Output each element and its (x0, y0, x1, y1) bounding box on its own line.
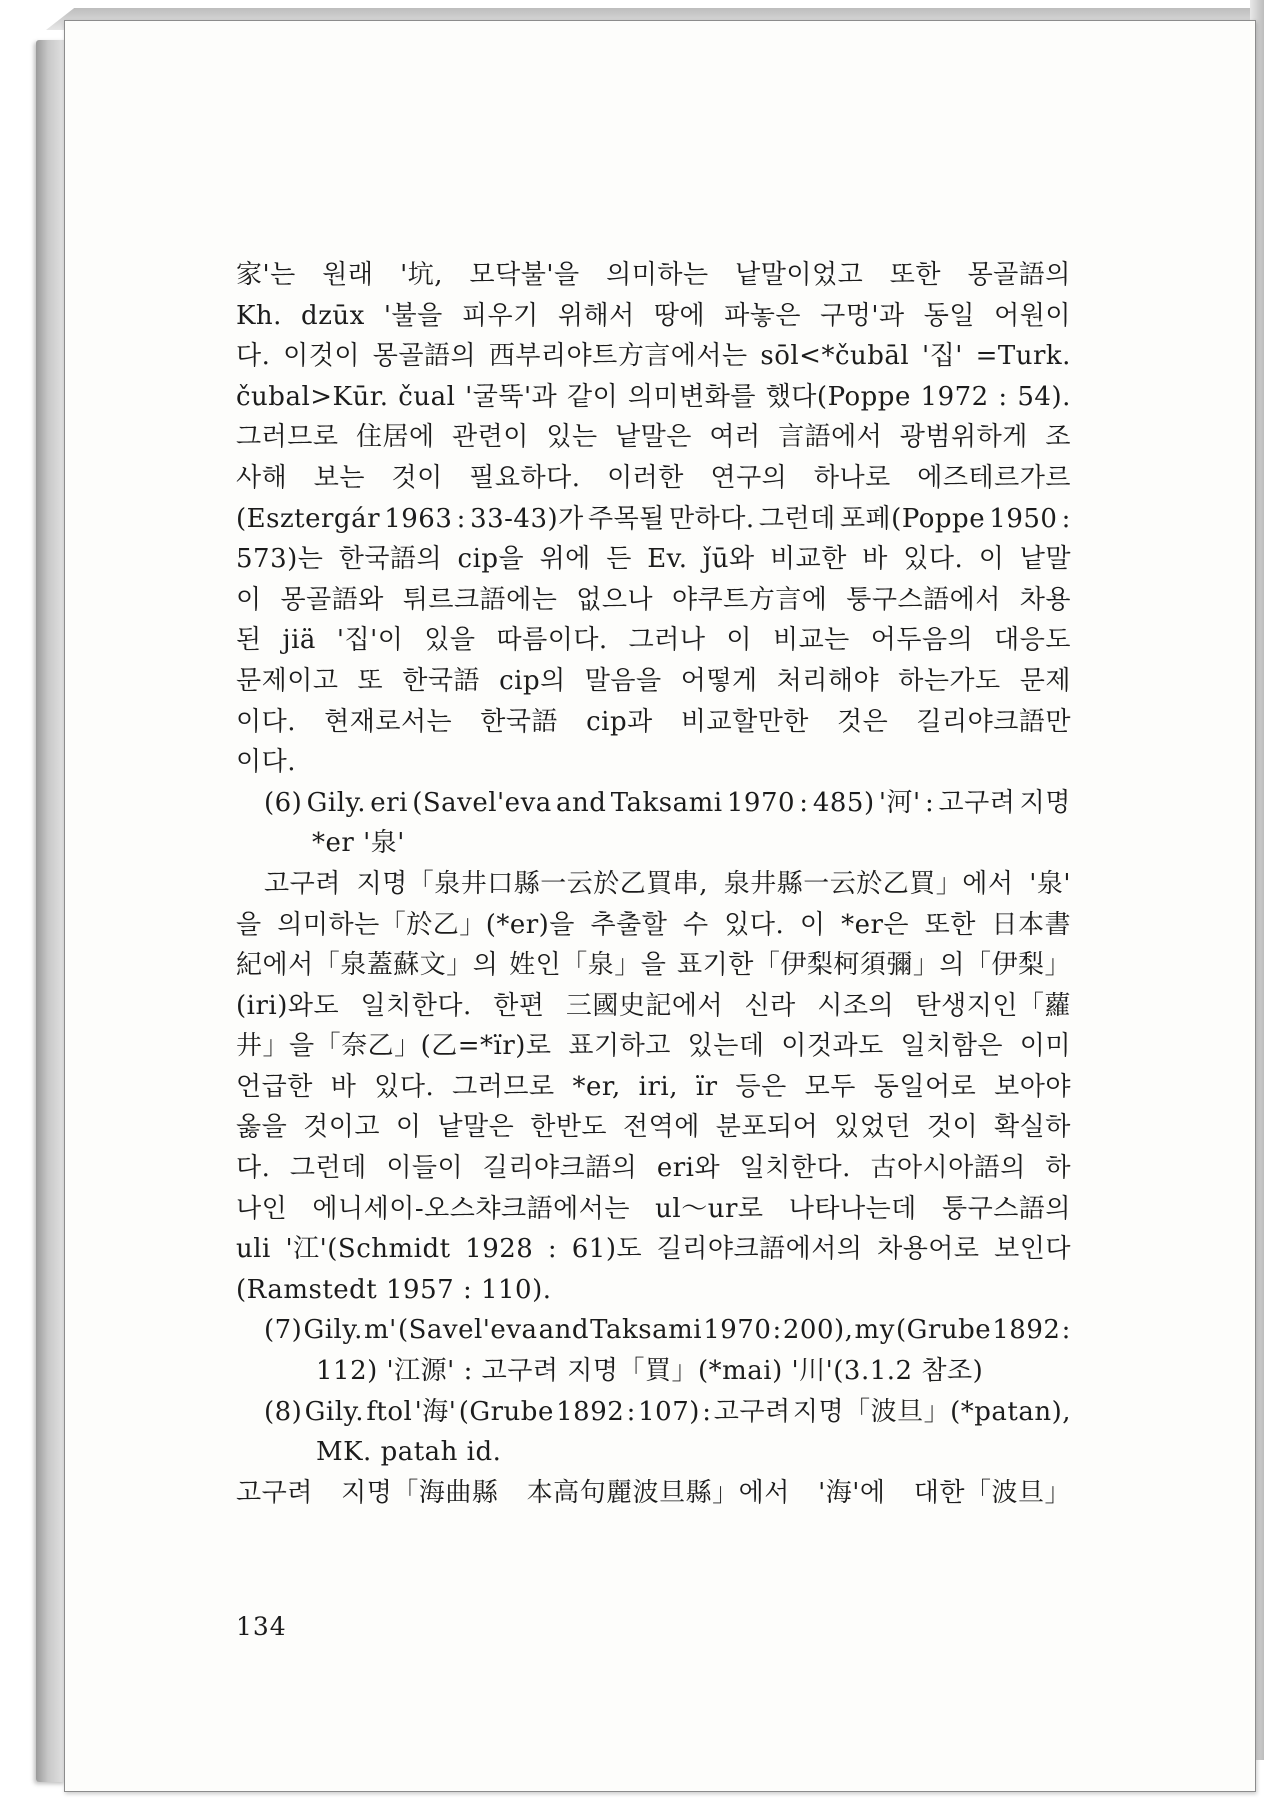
text-line: 家'는 원래 '坑, 모닥불'을 의미하는 낱말이었고 또한 몽골語의 (236, 260, 1071, 290)
text-line: 다. 그런데 이들이 길리야크語의 eri와 일치한다. 古아시아語의 하 (236, 1153, 1071, 1184)
text-line: (6) Gily. eri (Savel'eva and Taksami 1970 : 485) '河' : 고구려 지명 (264, 787, 1071, 818)
text-line: 이다. (236, 747, 296, 778)
text-line: (Ramstedt 1957 : 110). (236, 1274, 552, 1305)
text-line: (iri)와도 일치한다. 한편 三國史記에서 신라 시조의 탄생지인「蘿 (236, 990, 1071, 1021)
text-line: 문제이고 또 한국語 cip의 말음을 어떻게 처리해야 하는가도 문제 (236, 665, 1071, 696)
text-line: čubal>Kūr. čual '굴뚝'과 같이 의미변화를 했다(Poppe 1972 : 54). (236, 381, 1071, 412)
text-line: 옳을 것이고 이 낱말은 한반도 전역에 분포되어 있었던 것이 확실하 (236, 1112, 1071, 1143)
text-line: 이 몽골語와 튀르크語에는 없으나 야쿠트方言에 퉁구스語에서 차용 (236, 584, 1071, 615)
page-number: 134 (236, 1612, 287, 1641)
text-line: 된 jiä '집'이 있을 따름이다. 그러나 이 비교는 어두음의 대응도 (236, 625, 1071, 656)
text-line: 112) '江源' : 고구려 지명「買」(*mai) '川'(3.1.2 참조) (316, 1356, 984, 1387)
book-page-stack-edge (36, 40, 66, 1782)
text-line: uli '江'(Schmidt 1928 : 61)도 길리야크語에서의 차용어로 보인다 (236, 1234, 1071, 1265)
text-line: 나인 에니세이-오스챠크語에서는 ul～ur로 나타나는데 퉁구스語의 (236, 1193, 1071, 1224)
text-line: 井」을「奈乙」(乙=*ïr)로 표기하고 있는데 이것과도 일치함은 이미 (236, 1031, 1071, 1062)
text-line: 그러므로 住居에 관련이 있는 낱말은 여러 言語에서 광범위하게 조 (236, 422, 1071, 453)
text-line: (7) Gily. m' (Savel'eva and Taksami 1970 : 200), my (Grube 1892 : (264, 1315, 1071, 1346)
text-line: 고구려 지명「海曲縣 本高句麗波旦縣」에서 '海'에 대한「波旦」 (236, 1477, 1071, 1508)
text-line: 다. 이것이 몽골語의 西부리야트方言에서는 sōl<*čubāl '집' =Turk. (236, 341, 1071, 372)
text-line: MK. patah id. (316, 1437, 502, 1468)
text-line: 을 의미하는「於乙」(*er)을 추출할 수 있다. 이 *er은 또한 日本書 (236, 909, 1071, 940)
text-line: 사해 보는 것이 필요하다. 이러한 연구의 하나로 에즈테르가르 (236, 462, 1071, 493)
text-line: 언급한 바 있다. 그러므로 *er, iri, ïr 등은 모두 동일어로 보아야 (236, 1071, 1071, 1102)
text-line: 573)는 한국語의 cip을 위에 든 Ev. ǰū와 비교한 바 있다. 이 낱말 (236, 544, 1071, 575)
text-line: Kh. dzūx '불을 피우기 위해서 땅에 파놓은 구멍'과 동일 어원이 (236, 300, 1071, 331)
page-body-text (236, 255, 1071, 1513)
text-line: 이다. 현재로서는 한국語 cip과 비교할만한 것은 길리야크語만 (236, 706, 1071, 737)
text-line: (Esztergár 1963 : 33-43)가 주목될 만하다. 그런데 포페(Poppe 1950 : (236, 503, 1071, 534)
text-line: 고구려 지명「泉井口縣一云於乙買串, 泉井縣一云於乙買」에서 '泉' (264, 868, 1071, 899)
text-line: (8) Gily. ftol '海' (Grube 1892 : 107) : 고구려 지명「波旦」(*patan), (264, 1396, 1071, 1427)
text-line: *er '泉' (312, 828, 405, 859)
text-line: 紀에서「泉蓋蘇文」의 姓인「泉」을 표기한「伊梨柯須彌」의「伊梨」 (236, 950, 1071, 981)
